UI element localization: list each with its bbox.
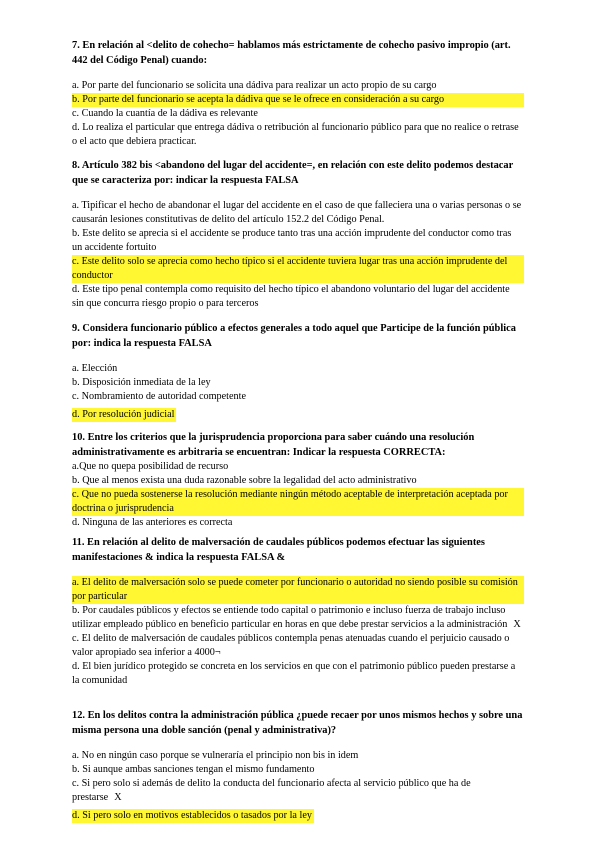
question-title: 11. En relación al delito de malversación de caudales públicos podemos efectuar las siguientes manifestaciones & indica la respuesta FALSA & [72, 537, 485, 563]
option-a: a. No en ningún caso porque se vulneraría el principio non bis in idem [72, 750, 359, 761]
option-b: b. Si aunque ambas sanciones tengan el mismo fundamento [72, 764, 315, 775]
question-9 [72, 321, 524, 422]
option-list [72, 199, 524, 311]
option-c: c. Cuando la cuantía de la dádiva es relevante [72, 108, 258, 119]
option-b [72, 604, 524, 632]
option-d-highlighted: d. Si pero solo en motivos establecidos o tasados por la ley [72, 810, 312, 821]
option-list [72, 79, 524, 149]
option-c [72, 777, 524, 805]
question-title: 9. Considera funcionario público a efectos generales a todo aquel que Participe de la función pública por: indica la respuesta FALSA [72, 323, 516, 349]
option-d-highlighted: d. Por resolución judicial [72, 409, 175, 420]
option-list [72, 460, 524, 530]
option-a: a. Elección [72, 363, 118, 374]
option-a: a. Por parte del funcionario se solicita una dádiva para realizar un acto propio de su cargo [72, 80, 437, 91]
option-text: c. Si pero solo si además de delito la conducta del funcionario afecta al servicio público que ha de prestarse [72, 778, 471, 803]
x-mark: X [513, 619, 521, 630]
question-title: 12. En los delitos contra la administración pública ¿puede recaer por unos mismos hechos y sobre una misma persona una doble sanción (penal y administrativa)? [72, 710, 523, 736]
option-b: b. Disposición inmediata de la ley [72, 377, 211, 388]
option-a: a. Tipificar el hecho de abandonar el lugar del accidente en el caso de que falleciera una o varias personas o se causarán lesiones constitutivas de delito del artículo 152.2 del Código Penal. [72, 200, 522, 225]
question-8 [72, 158, 524, 311]
option-d: d. Lo realiza el particular que entrega dádiva o retribución al funcionario público para que no realice o retrase o el acto que debiera practicar. [72, 122, 519, 147]
question-12 [72, 708, 524, 823]
option-d: d. Este tipo penal contempla como requisito del hecho típico el abandono voluntario del lugar del accidente sin que concurra riesgo propio o para terceros [72, 284, 510, 309]
option-d: d. Ninguna de las anteriores es correcta [72, 517, 233, 528]
option-d: d. El bien jurídico protegido se concreta en los servicios en que con el patrimonio público pueden prestarse a la comunidad [72, 661, 516, 686]
option-a-highlighted: a. El delito de malversación solo se puede cometer por funcionario o autoridad no siendo posible su comisión por particular [72, 576, 524, 604]
option-list [72, 749, 524, 823]
question-7 [72, 38, 524, 149]
question-10 [72, 430, 524, 530]
option-c: c. Nombramiento de autoridad competente [72, 391, 246, 402]
option-a: a.Que no quepa posibilidad de recurso [72, 461, 229, 472]
option-b: b. Que al menos exista una duda razonable sobre la legalidad del acto administrativo [72, 475, 417, 486]
option-c: c. El delito de malversación de caudales públicos contempla penas atenuadas cuando el perjuicio causado o valor apropiado sea inferior a 4000¬ [72, 633, 510, 658]
question-11 [72, 535, 524, 688]
question-title: 7. En relación al <delito de cohecho= hablamos más estrictamente de cohecho pasivo impropio (art. 442 del Código Penal) cuando: [72, 40, 511, 66]
question-title: 10. Entre los criterios que la jurisprudencia proporciona para saber cuándo una resolución administrativamente es arbitraria se encuentran: Indicar la respuesta CORRECTA: [72, 432, 475, 458]
x-mark: X [114, 792, 122, 803]
option-b: b. Este delito se aprecia si el accidente se produce tanto tras una acción imprudente del conductor como tras un accidente fortuito [72, 228, 512, 253]
option-list [72, 362, 524, 422]
option-text: b. Por caudales públicos y efectos se entiende todo capital o patrimonio e incluso fuerza de trabajo incluso utilizar empleado público en beneficio particular en horas en que debe prestar servicios a la administración [72, 605, 508, 630]
question-title: 8. Artículo 382 bis <abandono del lugar del accidente=, en relación con este delito podemos destacar que se caracteriza por: indicar la respuesta FALSA [72, 160, 514, 186]
option-list [72, 576, 524, 688]
option-c-highlighted: c. Este delito solo se aprecia como hecho típico si el accidente tuviera lugar tras una acción imprudente del conductor [72, 255, 524, 283]
option-b-highlighted: b. Por parte del funcionario se acepta la dádiva que se le ofrece en consideración a su cargo [72, 93, 524, 107]
option-c-highlighted: c. Que no pueda sostenerse la resolución mediante ningún método aceptable de interpretación aceptada por doctrina o jurisprudencia [72, 488, 524, 516]
